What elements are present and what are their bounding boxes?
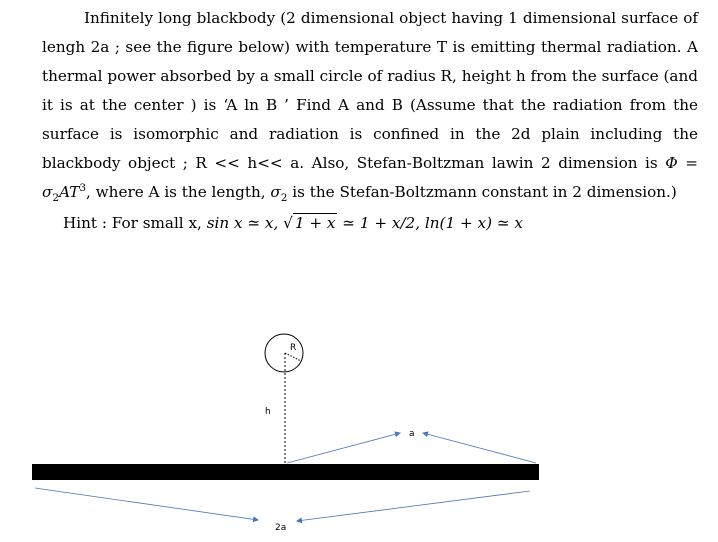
formula-exponent: 3 (79, 182, 87, 194)
formula-sigma-sub: 2 (52, 192, 60, 204)
formula-equals: = (685, 154, 698, 172)
problem-intro: Infinitely long blackbody (2 dimensional object having 1 dimensional surface of lengh 2a ; see the figure below) with temperature T is emitting thermal radiation. A thermal power absorbed by a small circle of radius R, height h from the surface (and it is at the center ) is ‘A ln B ’ Find A and B (Assume that the radiation from the surface is isomorphic and radiation is confined in the 2d plain including the blackbody object ; R << h<< a. Also, Stefan-Boltzman lawin 2 dimension is (42, 9, 698, 172)
a-arrow-left (287, 433, 400, 463)
problem-after-formula-1: , where A is the length, (86, 183, 266, 201)
sigma2-sub: 2 (280, 192, 288, 204)
radius-line (285, 353, 301, 361)
sqrt-sign: √ (283, 214, 293, 232)
hint-ln: ln(1 + x) ≃ x (424, 214, 523, 232)
hint-sin: sin x ≃ x, (206, 214, 279, 232)
formula-phi: Φ (665, 154, 678, 172)
sqrt-inner: 1 + x (294, 214, 336, 232)
hint-text: For small x, (111, 214, 202, 232)
2a-arrow-right (297, 491, 530, 521)
label-a: a (409, 429, 415, 439)
formula-sigma: σ (42, 183, 53, 201)
a-arrow-right (423, 433, 536, 463)
hint-sqrt-rhs: ≃ 1 + x/2, (342, 214, 421, 232)
small-circle (265, 334, 303, 372)
sigma2-letter: σ (270, 183, 281, 201)
formula-AT: AT (59, 183, 80, 201)
label-2a: 2a (275, 523, 287, 533)
2a-arrow-left (35, 488, 258, 520)
problem-after-formula-2: is the Stefan-Boltzmann constant in 2 dimension.) (292, 183, 677, 201)
blackbody-bar (32, 464, 539, 480)
hint-label: Hint : (63, 214, 107, 232)
label-r: R (290, 343, 297, 353)
label-h: h (265, 407, 271, 417)
